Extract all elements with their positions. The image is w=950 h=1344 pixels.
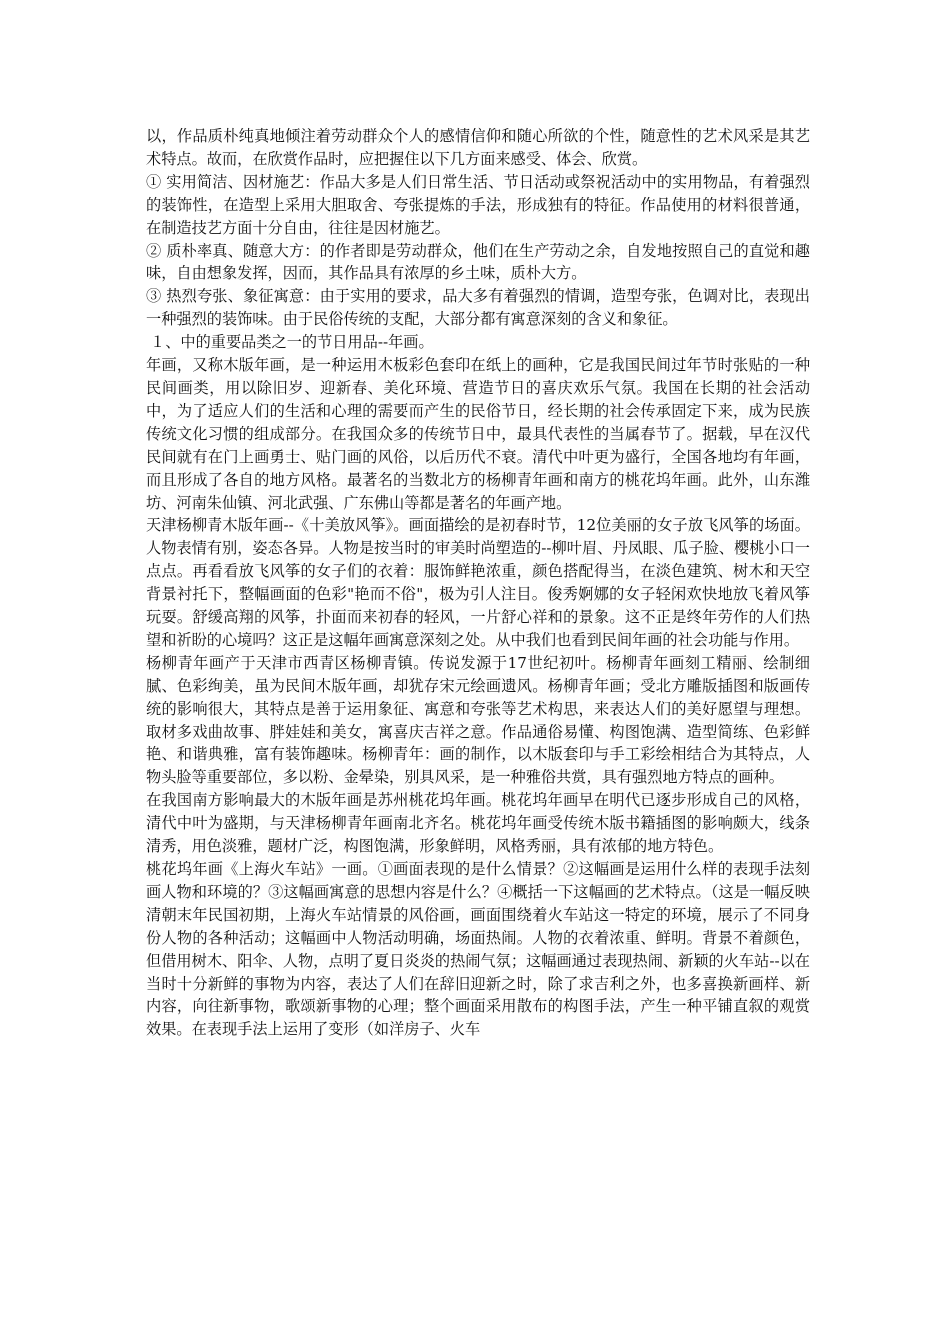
paragraph-taohuawu: 在我国南方影响最大的木版年画是苏州桃花坞年画。桃花坞年画早在明代已逐步形成自己的风格，清代中叶为盛期，与天津杨柳青年画南北齐名。桃花坞年画受传统木版书籍插图的影响颇大，线条清秀，用色淡雅，题材广泛，构图饱满，形象鲜明，风格秀丽，具有浓郁的地方特色。	[146, 791, 810, 856]
paragraph-point-3: ③ 热烈夸张、象征寓意：由于实用的要求，品大多有着强烈的情调，造型夸张，色调对比，表现出一种强烈的装饰味。由于民俗传统的支配，大部分都有寓意深刻的含义和象征。	[146, 287, 810, 329]
paragraph-nianhua: 年画，又称木版年画，是一种运用木板彩色套印在纸上的画种，它是我国民间过年节时张贴的一种民间画类，用以除旧岁、迎新春、美化环境、营造节日的喜庆欢乐气氛。我国在长期的社会活动中，为了适应人们的生活和心理的需要而产生的民俗节日，经长期的社会传承固定下来，成为民族传统文化习惯的组成部分。在我国众多的传统节日中，最具代表性的当属春节了。据载，早在汉代民间就有在门上画勇士、贴门画的风俗，以后历代不衰。清代中叶更为盛行，全国各地均有年画，而且形成了各自的地方风格。最著名的当数北方的杨柳青年画和南方的桃花坞年画。此外，山东潍坊、河南朱仙镇、河北武强、广东佛山等都是著名的年画产地。	[146, 356, 810, 512]
paragraph-point-2: ② 质朴率真、随意大方：的作者即是劳动群众，他们在生产劳动之余，自发地按照自己的直觉和趣味，自由想象发挥，因而，其作品具有浓厚的乡土味，质朴大方。	[146, 241, 810, 283]
paragraph-yangliuqing-kite: 天津杨柳青木版年画--《十美放风筝》。画面描绘的是初春时节，12位美丽的女子放飞风筝的场面。人物表情有别，姿态各异。人物是按当时的审美时尚塑造的--柳叶眉、丹凤眼、瓜子脸、樱桃小口一点点。再看看放飞风筝的女子们的衣着：服饰鲜艳浓重，颜色搭配得当，在淡色建筑、树木和天空背景衬托下，整幅画面的色彩"艳而不俗"，极为引人注目。俊秀婀娜的女子轻闲欢快地放飞着风筝玩耍。舒缓高翔的风筝，扑面而来初春的轻风，一片舒心祥和的景象。这不正是终年劳作的人们热望和祈盼的心境吗？这正是这幅年画寓意深刻之处。从中我们也看到民间年画的社会功能与作用。	[146, 516, 810, 649]
paragraph-point-1: ① 实用简洁、因材施艺：作品大多是人们日常生活、节日活动或祭祝活动中的实用物品，有着强烈的装饰性，在造型上采用大胆取舍、夸张提炼的手法，形成独有的特征。作品使用的材料很普通，在制造技艺方面十分自由，往往是因材施艺。	[146, 172, 810, 237]
document-body	[146, 125, 810, 1041]
paragraph-yangliuqing: 杨柳青年画产于天津市西青区杨柳青镇。传说发源于17世纪初叶。杨柳青年画刻工精丽、绘制细腻、色彩绚美，虽为民间木版年画，却犹存宋元绘画遗风。杨柳青年画；受北方雕版插图和版画传统的影响很大，其特点是善于运用象征、寓意和夸张等艺术构思，来表达人们的美好愿望与理想。取材多戏曲故事、胖娃娃和美女，寓喜庆吉祥之意。作品通俗易懂、构图饱满、造型简练、色彩鲜艳、和谐典雅，富有装饰趣味。杨柳青年：画的制作，以木版套印与手工彩绘相结合为其特点，人物头脸等重要部位，多以粉、金晕染，别具风采，是一种雅俗共赏，具有强烈地方特点的画种。	[146, 653, 810, 787]
paragraph-shanghai-station: 桃花坞年画《上海火车站》一画。①画面表现的是什么情景？②这幅画是运用什么样的表现手法刻画人物和环境的？③这幅画寓意的思想内容是什么？④概括一下这幅画的艺术特点。（这是一幅反映清朝末年民国初期，上海火车站情景的风俗画，画面围绕着火车站这一特定的环境，展示了不同身份人物的各种活动；这幅画中人物活动明确，场面热闹。人物的衣着浓重、鲜明。背景不着颜色，但借用树木、阳伞、人物，点明了夏日炎炎的热闹气氛；这幅画通过表现热闹、新颖的火车站--以在当时十分新鲜的事物为内容，表达了人们在辞旧迎新之时，除了求吉利之外，也多喜换新画样、新内容，向往新事物，歌颂新事物的心理；整个画面采用散布的构图手法，产生一种平铺直叙的观赏效果。在表现手法上运用了变形（如洋房子、火车	[146, 860, 810, 1039]
paragraph-intro: 以，作品质朴纯真地倾注着劳动群众个人的感情信仰和随心所欲的个性，随意性的艺术风采是其艺术特点。故而，在欣赏作品时，应把握住以下几方面来感受、体会、欣赏。	[146, 127, 810, 168]
section-heading-nianhua: １、中的重要品类之一的节日用品--年画。	[150, 333, 434, 352]
